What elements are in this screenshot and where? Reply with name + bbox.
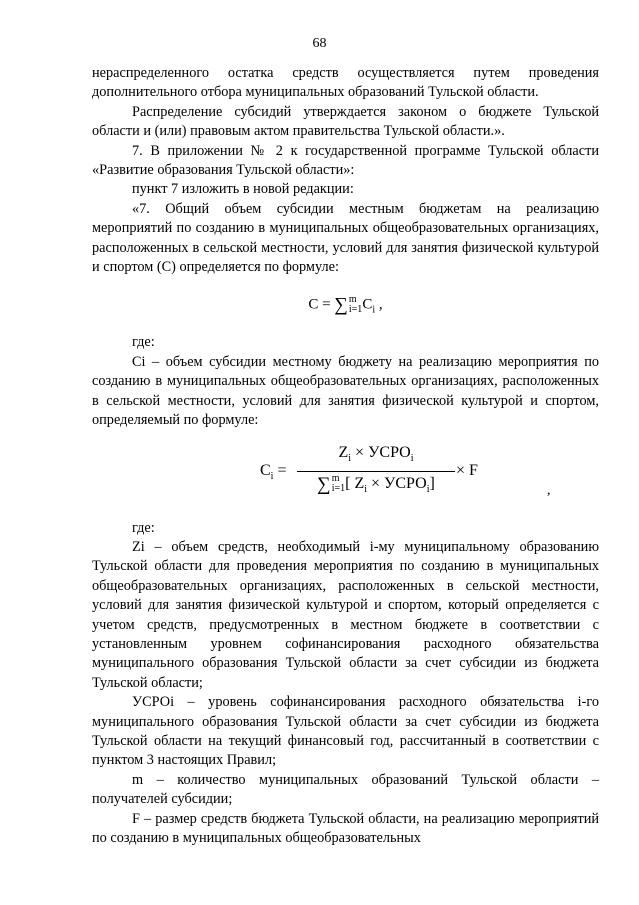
formula1-sum-sign: ∑ <box>334 294 348 316</box>
paragraph-10: F – размер средств бюджета Тульской области, на реализацию мероприятий по созданию в муниципальных общеобразовательных <box>92 810 599 846</box>
formula2-den-sum-sign: ∑ <box>317 474 331 496</box>
formula2-num-usro-sub: i <box>410 452 414 464</box>
formula2-den-z: [ Z <box>345 475 365 493</box>
formula2-lhs-sub: i <box>270 470 274 482</box>
paragraph-7: Zi – объем средств, необходимый i-му муниципальному образованию Тульской области для проведения мероприятия по созданию в муниципальных общеобразовательных организациях, расположенных в сельской местности, условий для занятия физической культурой и спортом, который определяется с учетом средств, предусмотренных в местном бюджете в соответствии с установленным уровнем софинансирования расходного обязательства муниципального образования Тульской области за счет субсидии из бюджета Тульской области; <box>92 538 599 691</box>
page-number: 68 <box>312 36 327 51</box>
formula-total-subsidy <box>92 295 599 317</box>
formula2-lhs-symbol: C <box>260 461 271 479</box>
paragraph-6: Ci – объем субсидии местному бюджету на реализацию мероприятия по созданию в муниципальных общеобразовательных организациях, расположенных в сельской местности, условий для занятия физической культурой и спортом, определяемый по формуле: <box>92 353 599 429</box>
paragraph-2: Распределение субсидий утверждается законом о бюджете Тульской области и (или) правовым актом правительства Тульской области.». <box>92 103 599 140</box>
where-label-1: где: <box>132 334 155 351</box>
document-body <box>92 64 599 848</box>
formula1-term-sub: i <box>372 304 376 316</box>
paragraph-3: 7. В приложении № 2 к государственной программе Тульской области «Развитие образования Тульской области»: <box>92 142 599 179</box>
paragraph-1: нераспределенного остатка средств осуществляется путем проведения дополнительного отбора муниципальных образований Тульской области. <box>92 65 599 101</box>
formula2-fraction-line <box>297 471 455 472</box>
formula-municipal-subsidy <box>92 441 599 511</box>
formula2-rhs: × F <box>456 461 478 479</box>
formula1-term: C <box>362 296 373 313</box>
paragraph-8: УСРОi – уровень софинансирования расходного обязательства i-го муниципального образования Тульской области за счет субсидии из бюджета Тульской области на текущий финансовый год, рассчитанный в соответствии с пунктом 3 настоящих Правил; <box>92 694 599 769</box>
formula1-tail: , <box>375 296 383 313</box>
formula1-upper: m <box>348 294 357 306</box>
formula2-den-z-sub: i <box>364 484 368 496</box>
formula1-lhs: С = <box>308 296 335 313</box>
paragraph-4: пункт 7 изложить в новой редакции: <box>132 181 354 198</box>
formula2-num-z-sub: i <box>348 452 352 464</box>
formula2-den-upper: m <box>331 473 340 485</box>
formula2-den-limits <box>332 474 345 494</box>
formula2-den-usro-sub: i <box>426 484 430 496</box>
formula2-num-z: Z <box>338 443 349 461</box>
formula2-equals: = <box>273 461 287 479</box>
formula1-lower: i=1 <box>348 304 363 316</box>
formula2-fraction <box>297 443 455 500</box>
formula2-comma: , <box>547 482 551 498</box>
formula2-numerator <box>297 443 455 469</box>
formula2-den-lower: i=1 <box>331 483 346 495</box>
where-label-2: где: <box>132 519 155 536</box>
formula2-den-close: ] <box>429 475 435 493</box>
formula2-num-usro: × УСРО <box>351 443 411 461</box>
formula2-denominator <box>297 474 455 500</box>
formula1-limits <box>349 295 362 315</box>
formula2-lhs <box>260 461 286 487</box>
formula2-den-usro: × УСРО <box>367 475 427 493</box>
paragraph-5: «7. Общий объем субсидии местным бюджетам на реализацию мероприятий по созданию в муниципальных общеобразовательных организациях, расположенных в сельской местности, условий для занятия физической культурой и спортом (С) определяется по формуле: <box>92 200 599 276</box>
paragraph-9: m – количество муниципальных образований Тульской области – получателей субсидии; <box>92 771 599 808</box>
